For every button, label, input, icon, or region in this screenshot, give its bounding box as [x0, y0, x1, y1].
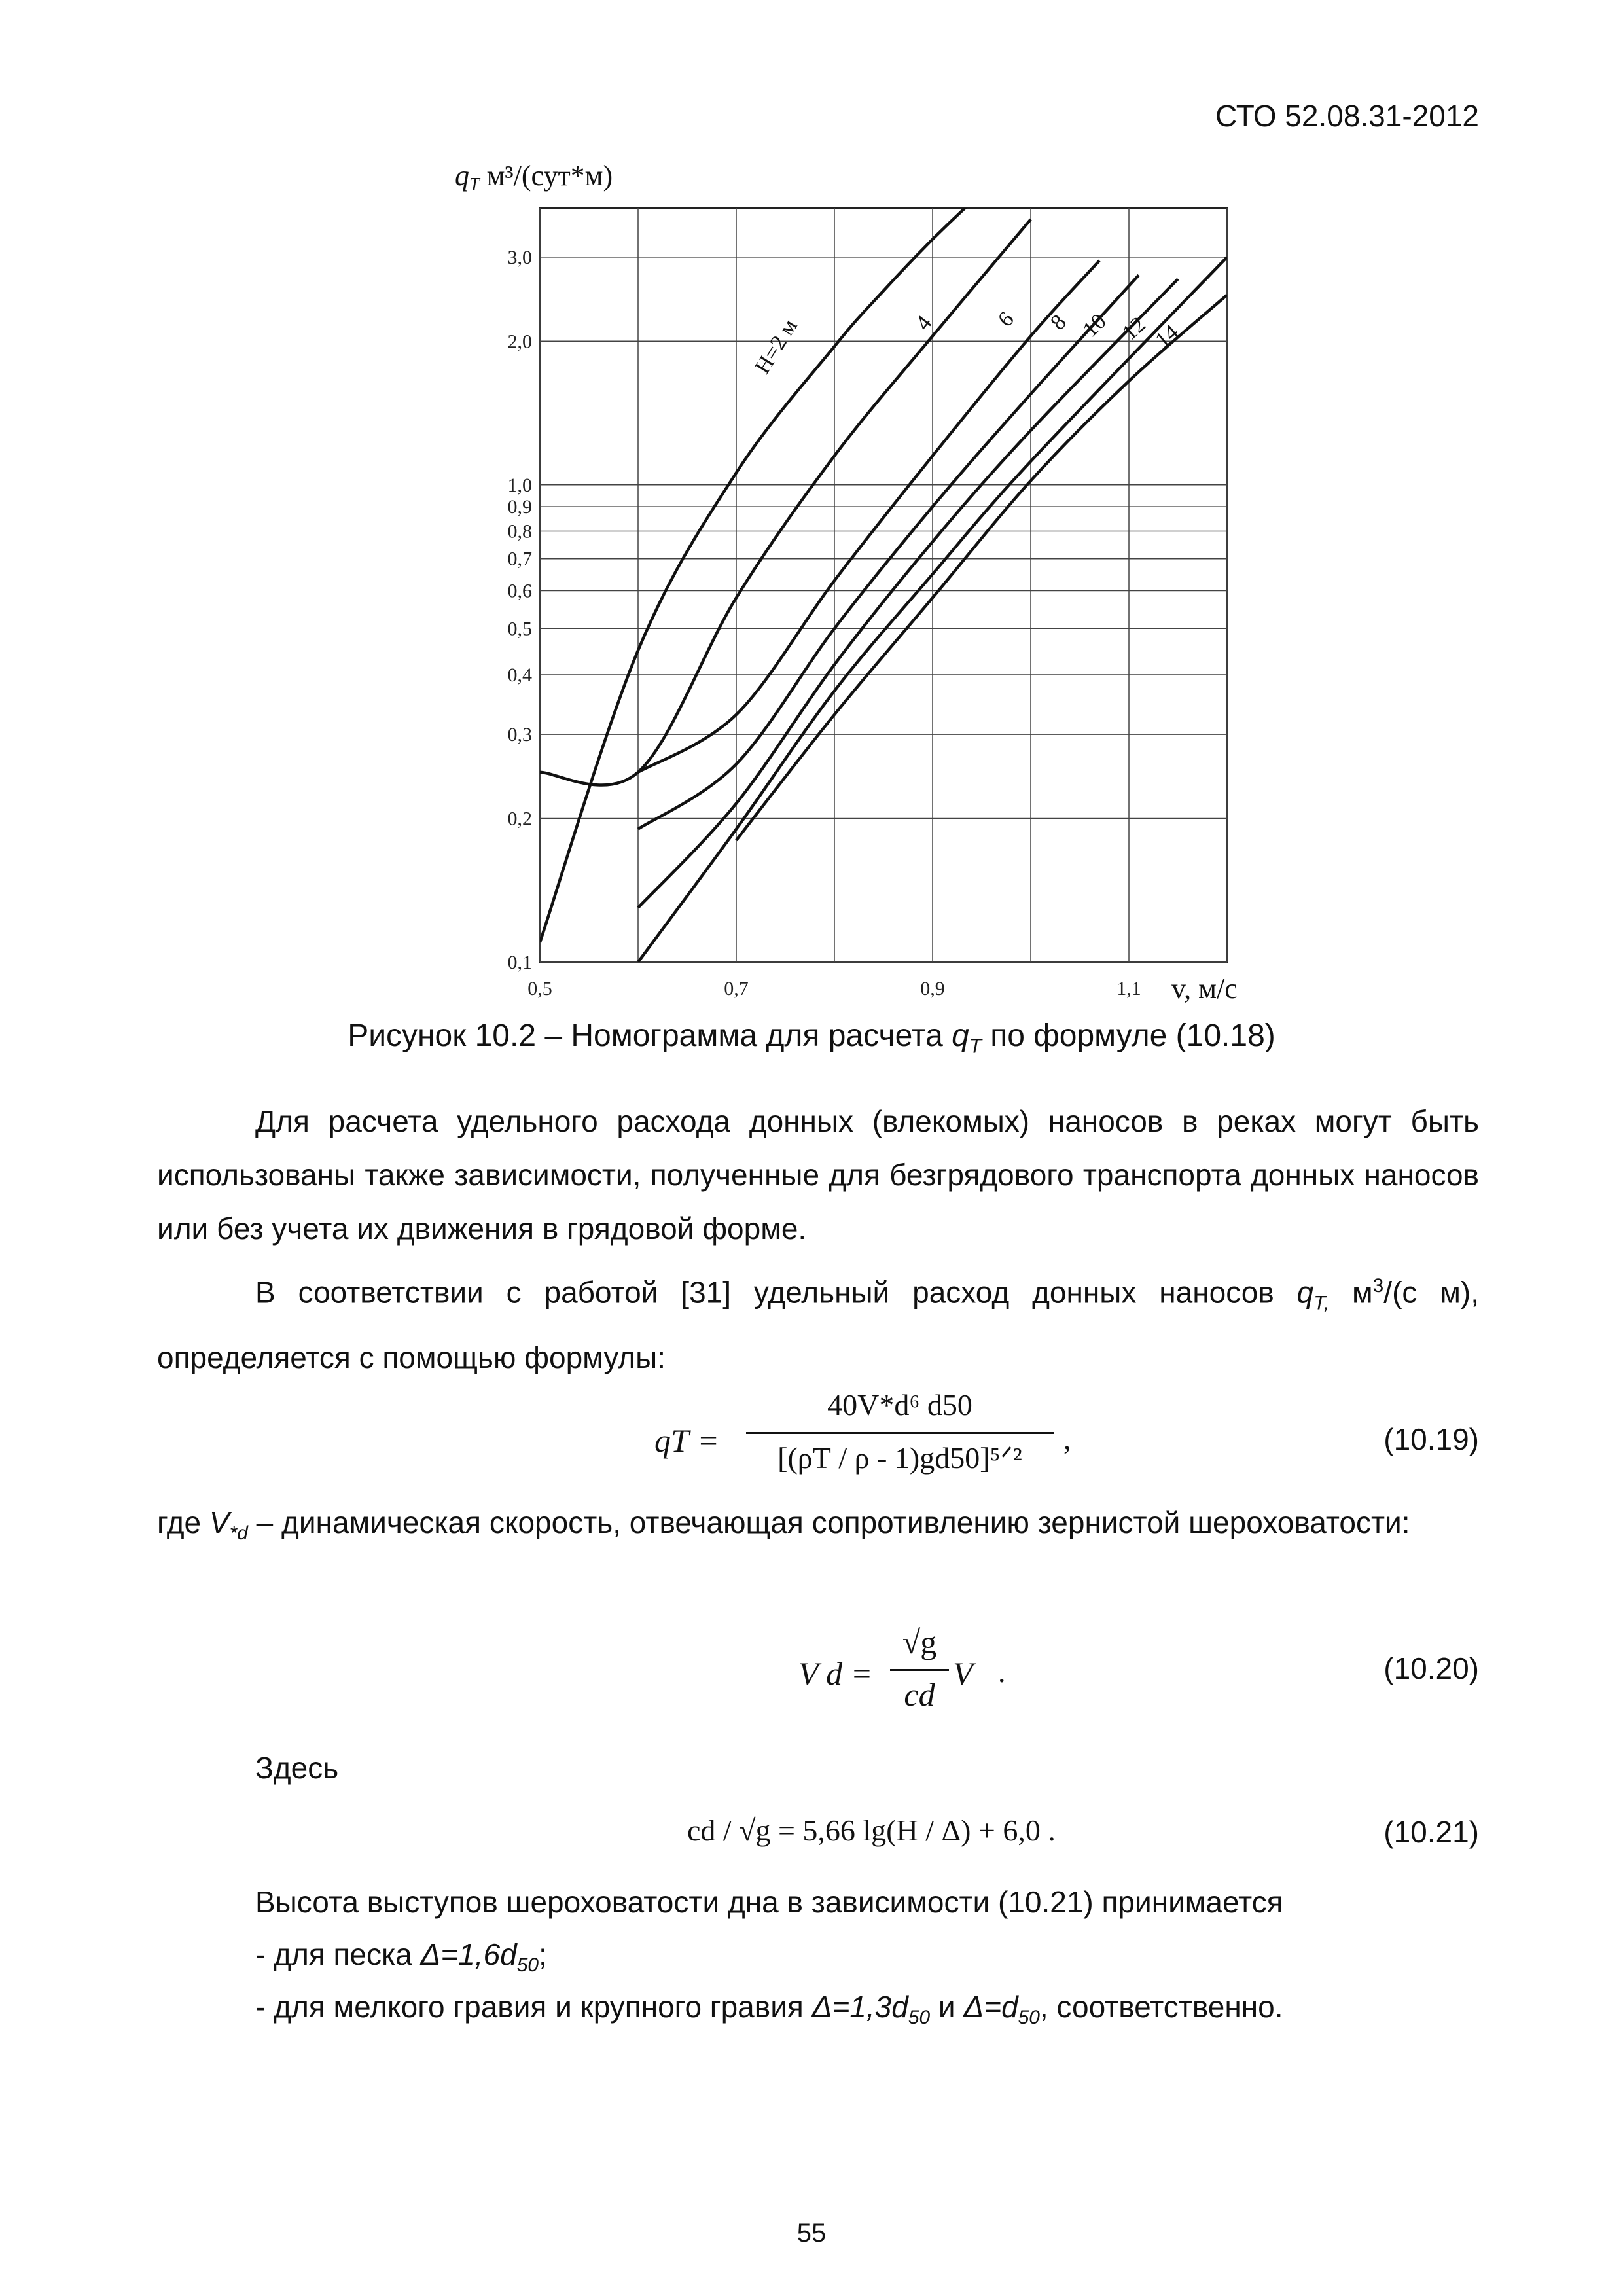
series-label-7: 14 — [1150, 319, 1184, 353]
series-label-5: 10 — [1078, 309, 1111, 342]
series-label-2: 4 — [910, 311, 937, 335]
y-axis-symbol: q — [455, 160, 469, 192]
y-tick-label: 0,9 — [507, 496, 532, 518]
eq2-fraction-bar — [890, 1669, 949, 1671]
x-tick-label: 0,5 — [527, 978, 552, 999]
series-curve-4 — [638, 275, 1139, 829]
x-tick-label: 0,7 — [724, 978, 749, 999]
y-axis-unit: м³/(сут*м) — [479, 160, 613, 192]
equation-number-10-19: (10.19) — [1383, 1422, 1479, 1456]
series-label-6: 12 — [1117, 312, 1150, 346]
y-tick-label: 0,5 — [507, 618, 532, 640]
paragraph-3: где $V_{*d}$ – динамическая скорость, отвечающая сопротивлению зернистой шероховатости: — [157, 1505, 1410, 1545]
eq2-numerator: √g — [902, 1624, 937, 1660]
eq1-comma: , — [1063, 1422, 1071, 1456]
paragraph-4: Здесь — [255, 1751, 339, 1785]
x-tick-label: 1,1 — [1116, 978, 1141, 999]
eq2-velocity: V — [953, 1655, 973, 1692]
figure-caption: Рисунок 10.2 – Номограмма для расчета $q_Т$ по формуле (10.18) — [348, 1018, 1275, 1058]
equation-number-10-20: (10.20) — [1383, 1651, 1479, 1685]
series-curve-1 — [540, 192, 982, 942]
y-tick-label: 0,3 — [507, 724, 532, 746]
equation-10-20 — [798, 1623, 1008, 1728]
paragraph-1: Для расчета удельного расхода донных (влекомых) наносов в реках могут быть использованы также зависимости, полученные для безгрядового транспорта донных наносов или без учета их движения в грядовой форме. — [157, 1104, 1479, 1246]
y-tick-label: 0,6 — [507, 580, 532, 602]
equation-number-10-21: (10.21) — [1383, 1815, 1479, 1849]
y-axis-subscript: Т — [469, 175, 480, 195]
paragraph-5: Высота выступов шероховатости дна в зависимости (10.21) принимается — [255, 1885, 1283, 1919]
document-code: СТО 52.08.31-2012 — [1215, 99, 1479, 133]
eq1-lhs: qТ = — [654, 1422, 720, 1459]
eq2-lhs: V d = — [798, 1655, 873, 1692]
y-tick-label: 0,1 — [507, 952, 532, 973]
nomogram-chart — [393, 144, 1309, 1034]
y-axis-title — [455, 160, 613, 195]
equation-10-19 — [654, 1388, 1099, 1499]
x-tick-label: 0,9 — [920, 978, 945, 999]
paragraph-7: - для мелкого гравия и крупного гравия $\Delta=1,3d_{50}$ и $\Delta=d_{50}$, соответственно. — [255, 1990, 1283, 2029]
y-tick-label: 3,0 — [507, 246, 532, 268]
eq1-denominator: [(ρТ / ρ - 1)gd50]⁵ᐟ² — [777, 1441, 1022, 1475]
y-tick-label: 0,4 — [507, 664, 532, 686]
eq1-fraction-bar — [746, 1432, 1054, 1434]
eq1-numerator: 40V*d⁶ d50 — [827, 1388, 972, 1422]
y-tick-label: 1,0 — [507, 474, 532, 496]
series-curve-5 — [638, 279, 1178, 908]
equation-10-21: cd / √g = 5,66 lg(H / Δ) + 6,0 . — [687, 1814, 1056, 1847]
eq2-period: . — [998, 1655, 1006, 1689]
paragraph-2: В соответствии с работой [31] удельный расход донных наносов $q_{Т,}$ $м^3/(с$ м), определяется с помощью формулы: — [157, 1275, 1480, 1374]
y-tick-label: 0,2 — [507, 808, 532, 830]
eq2-denominator: cd — [904, 1676, 935, 1713]
series-label-1: H=2 м — [750, 315, 802, 378]
y-tick-label: 0,8 — [507, 520, 532, 543]
series-label-3: 6 — [993, 307, 1019, 332]
y-tick-label: 0,7 — [507, 548, 532, 570]
y-tick-label: 2,0 — [507, 331, 532, 353]
paragraph-6: - для песка $\Delta=1,6d_{50}$; — [255, 1937, 547, 1977]
page-number: 55 — [796, 2219, 827, 2248]
series-label-4: 8 — [1046, 310, 1071, 335]
x-axis-title: v, м/с — [1171, 973, 1238, 1005]
